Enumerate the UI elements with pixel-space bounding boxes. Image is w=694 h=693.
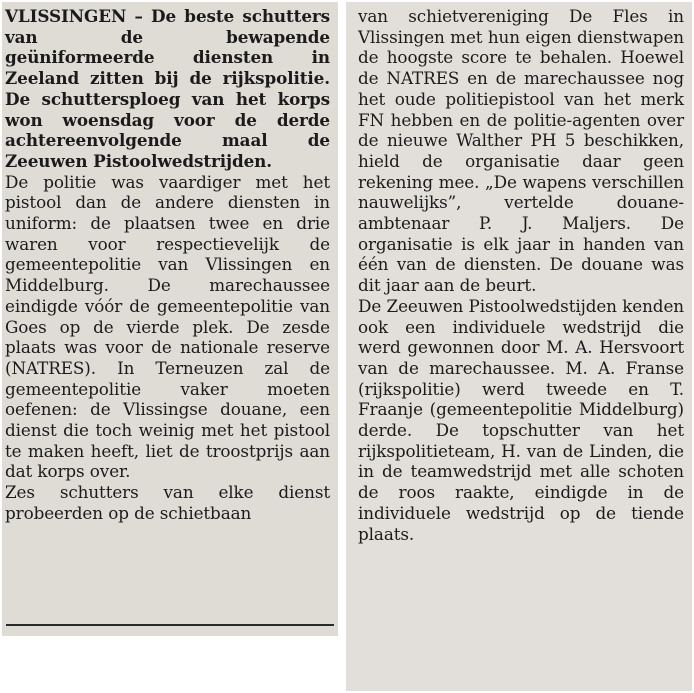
article-lead: VLISSINGEN – De beste schutters van de bewapende geüniformeerde diensten in Zeeland zitten bij de rijkspolitie. De schuttersploeg van het korps won woensdag voor de derde achtereenvolgende maal de Zeeuwen Pistoolwedstrijden. xyxy=(5,6,330,171)
article-paragraph: van schietvereniging De Fles in Vlissingen met hun eigen dienstwapen de hoogste score te behalen. Hoewel de NATRES en de marechaussee nog het oude politiepistool van het merk FN hebben en de politie-agenten over de nieuwe Walther PH 5 beschikken, hield de organisatie daar geen rekening mee. „De wapens verschillen nauwelijks”, vertelde douane-ambtenaar P. J. Maljers. De organisatie is elk jaar in handen van één van de diensten. De douane was dit jaar aan de beurt. xyxy=(358,6,684,296)
article-paragraph: Zes schutters van elke dienst probeerden op de schietbaan xyxy=(5,482,330,523)
article-paragraph: De politie was vaardiger met het pistool dan de andere diensten in uniform: de plaatsen twee en drie waren voor respectievelijk de gemeentepolitie van Vlissingen en Middelburg. De marechaussee eindigde vóór de gemeentepolitie van Goes op de vierde plek. De zesde plaats was voor de nationale reserve (NATRES). In Terneuzen zal de gemeentepolitie vaker moeten oefenen: de Vlissingse douane, een dienst die toch weinig met het pistool te maken heeft, liet de troostprijs aan dat korps over. xyxy=(5,171,330,482)
article-left-column xyxy=(5,6,330,524)
article-paragraph: De Zeeuwen Pistoolwedstijden kenden ook een individuele wedstrijd die werd gewonnen door M. A. Hersvoort van de marechaussee. M. A. Franse (rijkspolitie) werd tweede en T. Fraanje (gemeentepolitie Middelburg) derde. De topschutter van het rijkspolitieteam, H. van de Linden, die in de teamwedstrijd met alle schoten de roos raakte, eindigde in de individuele wedstrijd op de tiende plaats. xyxy=(358,295,684,544)
article-right-column xyxy=(358,6,684,544)
column-end-rule xyxy=(6,624,334,626)
